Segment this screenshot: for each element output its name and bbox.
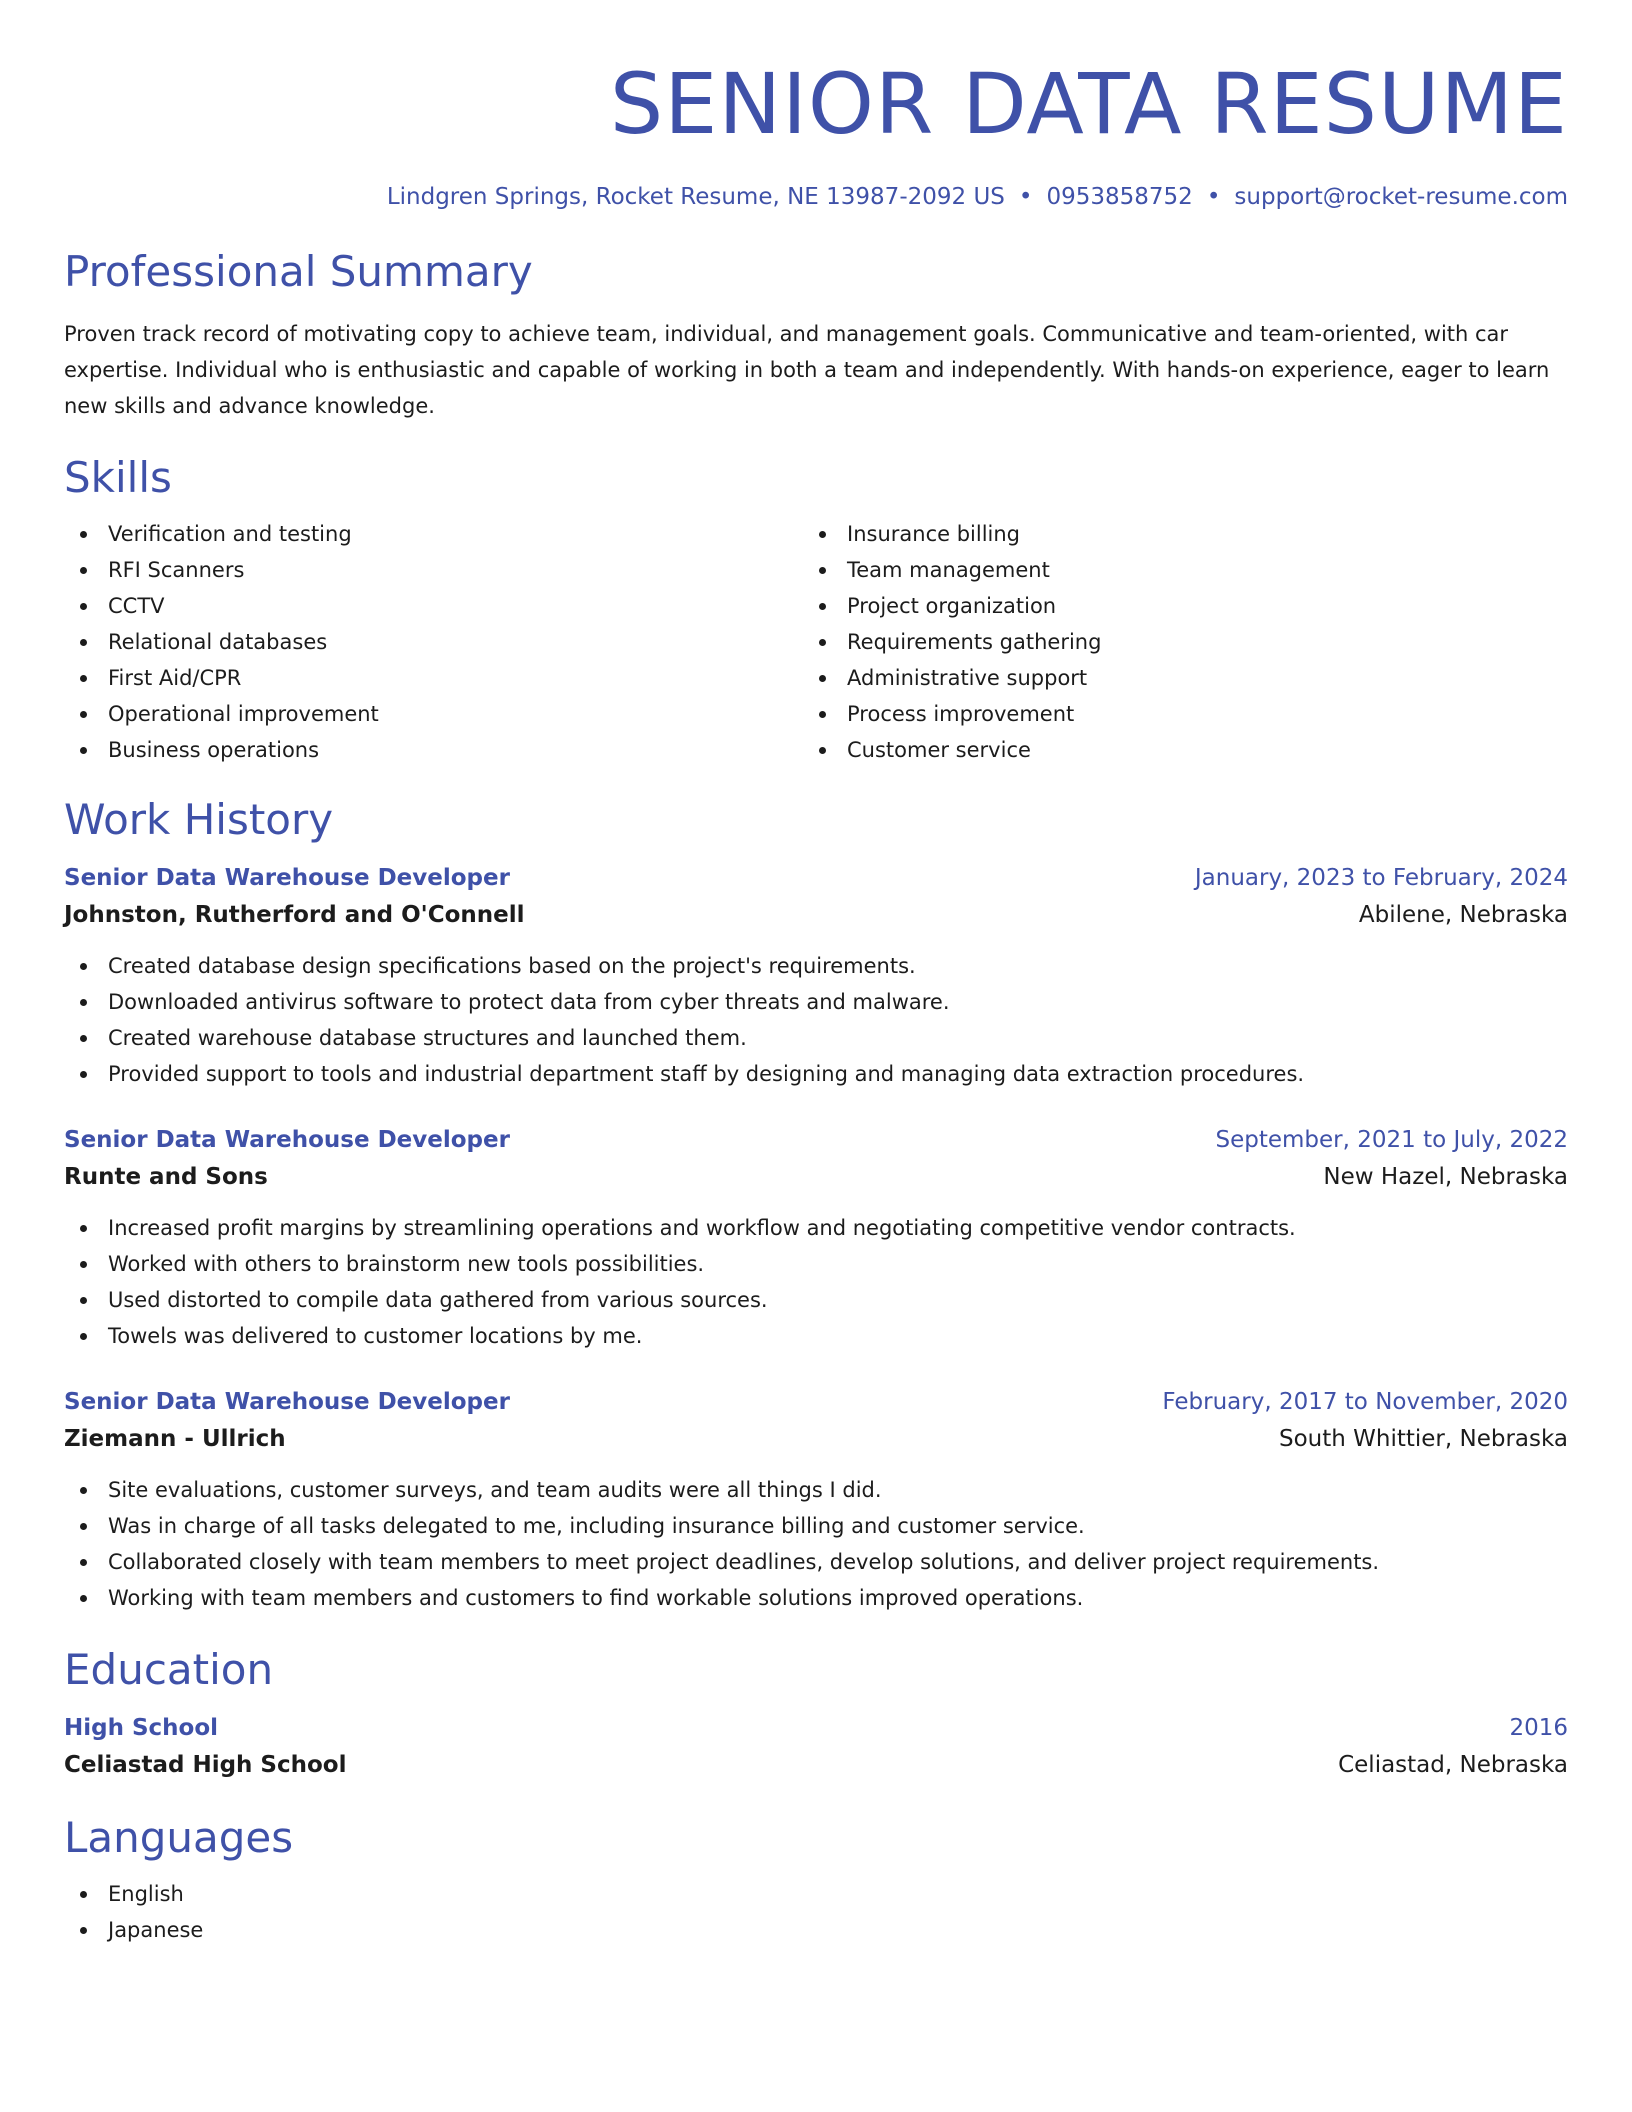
skills-column-right [803, 516, 1542, 768]
skills-column-left [64, 516, 803, 768]
skill-item: Team management [803, 552, 1542, 588]
skill-item: Operational improvement [64, 696, 803, 732]
job-dates: January, 2023 to February, 2024 [1194, 865, 1568, 891]
job-title: Senior Data Warehouse Developer [64, 1389, 510, 1415]
job-bullets [64, 948, 1568, 1092]
languages-list [64, 1876, 1568, 1948]
job-bullet: Collaborated closely with team members to meet project deadlines, develop solutions, and deliver project requirements. [64, 1544, 1568, 1580]
work-history-heading: Work History [64, 795, 334, 844]
skill-item: Project organization [803, 588, 1542, 624]
skills-heading: Skills [64, 453, 172, 502]
contact-separator: • [1018, 184, 1033, 210]
job-bullet: Created warehouse database structures and launched them. [64, 1020, 1568, 1056]
skill-item: RFI Scanners [64, 552, 803, 588]
skill-item: Verification and testing [64, 516, 803, 552]
job-dates: September, 2021 to July, 2022 [1215, 1127, 1568, 1153]
skill-item: CCTV [64, 588, 803, 624]
language-item: Japanese [64, 1912, 1568, 1948]
job-title: Senior Data Warehouse Developer [64, 865, 510, 891]
summary-text: Proven track record of motivating copy to achieve team, individual, and management goals. Communicative and team-oriented, with car expertise. Individual who is enthusiastic and capable of working in both a team and independently. With hands-on experience, eager to learn new skills and advance knowledge. [64, 322, 1550, 418]
skills-list [64, 516, 1568, 768]
skill-item: Process improvement [803, 696, 1542, 732]
language-item: English [64, 1876, 1568, 1912]
job-location: New Hazel, Nebraska [1323, 1164, 1568, 1190]
skill-item: Customer service [803, 732, 1542, 768]
job-bullet: Created database design specifications based on the project's requirements. [64, 948, 1568, 984]
job-location: South Whittier, Nebraska [1278, 1426, 1568, 1452]
job-company: Johnston, Rutherford and O'Connell [64, 902, 525, 928]
skill-item: Relational databases [64, 624, 803, 660]
education-year: 2016 [1509, 1715, 1568, 1741]
job-location: Abilene, Nebraska [1358, 902, 1568, 928]
contact-separator: • [1206, 184, 1221, 210]
education-school: Celiastad High School [64, 1752, 347, 1778]
resume-title: SENIOR DATA RESUME [609, 55, 1568, 153]
job-bullet: Working with team members and customers to find workable solutions improved operations. [64, 1580, 1568, 1616]
job-bullet: Increased profit margins by streamlining operations and workflow and negotiating competitive vendor contracts. [64, 1210, 1568, 1246]
skill-item: Insurance billing [803, 516, 1542, 552]
job-dates: February, 2017 to November, 2020 [1162, 1389, 1568, 1415]
contact-email[interactable]: support@rocket-resume.com [1234, 184, 1568, 210]
job-bullets [64, 1472, 1568, 1616]
job-entry [64, 1384, 1568, 1616]
job-bullet: Worked with others to brainstorm new tools possibilities. [64, 1246, 1568, 1282]
contact-phone: 0953858752 [1046, 184, 1193, 210]
contact-address: Lindgren Springs, Rocket Resume, NE 13987-2092 US [386, 184, 1005, 210]
skill-item: First Aid/CPR [64, 660, 803, 696]
skill-item: Business operations [64, 732, 803, 768]
job-bullets [64, 1210, 1568, 1354]
education-heading: Education [64, 1645, 274, 1694]
job-company: Runte and Sons [64, 1164, 268, 1190]
job-bullet: Towels was delivered to customer locations by me. [64, 1318, 1568, 1354]
job-bullet: Site evaluations, customer surveys, and team audits were all things I did. [64, 1472, 1568, 1508]
job-entry [64, 1122, 1568, 1354]
education-entry [64, 1710, 1568, 1784]
education-location: Celiastad, Nebraska [1338, 1752, 1568, 1778]
job-bullet: Downloaded antivirus software to protect data from cyber threats and malware. [64, 984, 1568, 1020]
skill-item: Administrative support [803, 660, 1542, 696]
summary-heading: Professional Summary [64, 247, 533, 296]
job-bullet: Provided support to tools and industrial department staff by designing and managing data extraction procedures. [64, 1056, 1568, 1092]
job-bullet: Used distorted to compile data gathered from various sources. [64, 1282, 1568, 1318]
skill-item: Requirements gathering [803, 624, 1542, 660]
contact-line [64, 182, 1568, 212]
job-bullet: Was in charge of all tasks delegated to me, including insurance billing and customer service. [64, 1508, 1568, 1544]
job-entry [64, 860, 1568, 1092]
education-degree: High School [64, 1715, 219, 1741]
job-company: Ziemann - Ullrich [64, 1426, 286, 1452]
languages-heading: Languages [64, 1813, 294, 1862]
job-title: Senior Data Warehouse Developer [64, 1127, 510, 1153]
